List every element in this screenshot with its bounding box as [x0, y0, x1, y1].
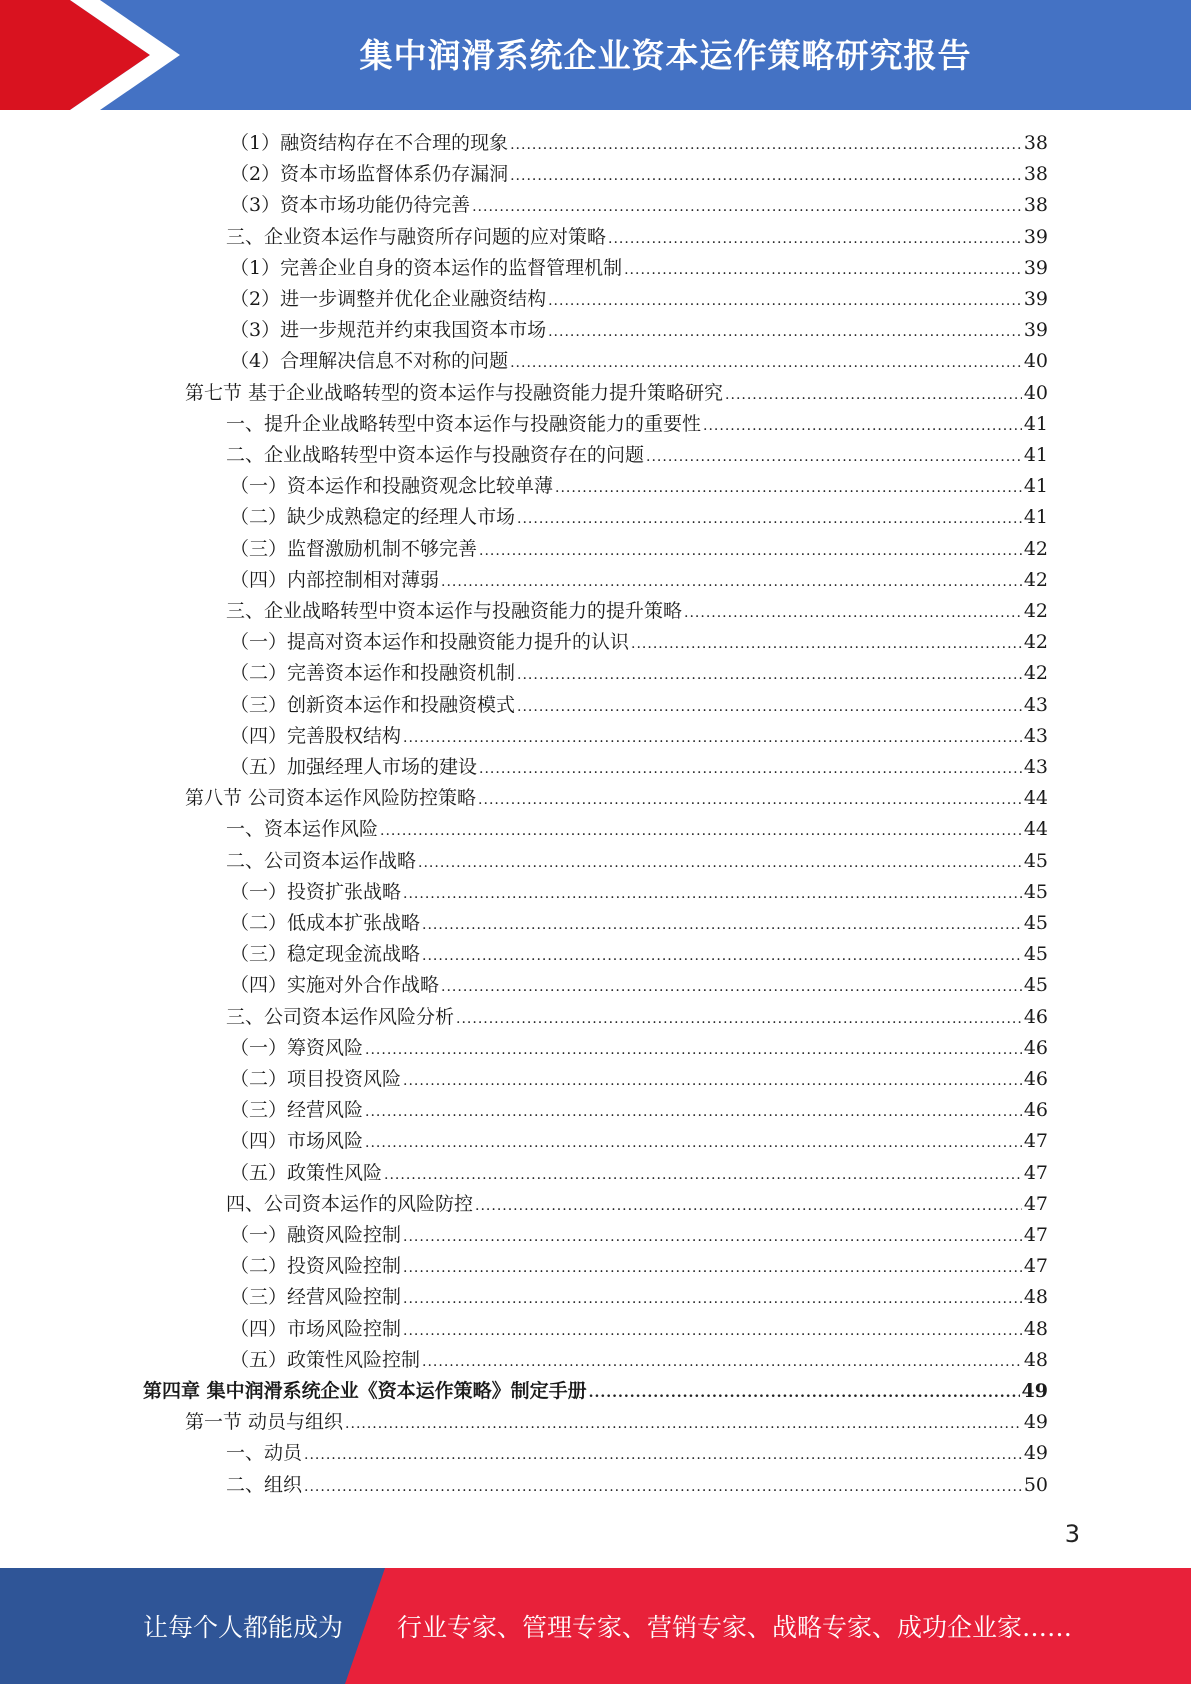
toc-dot-leader [510, 161, 1022, 192]
toc-entry-page: 43 [1023, 693, 1048, 716]
toc-entry-page: 48 [1023, 1317, 1048, 1340]
toc-entry-title: 三、企业资本运作与融资所存问题的应对策略 [226, 225, 607, 248]
toc-entry-title: 一、提升企业战略转型中资本运作与投融资能力的重要性 [226, 412, 702, 435]
toc-entry[interactable] [226, 222, 1048, 253]
toc-dot-leader [422, 910, 1022, 941]
toc-entry-page: 47 [1023, 1255, 1048, 1278]
toc-entry-page: 43 [1023, 756, 1048, 778]
toc-entry[interactable] [230, 752, 1048, 783]
toc-entry-page: 47 [1023, 1161, 1048, 1184]
toc-entry[interactable] [230, 565, 1048, 596]
page-number: 3 [1064, 1520, 1080, 1548]
toc-entry[interactable] [226, 596, 1048, 627]
toc-entry-page: 45 [1023, 912, 1048, 934]
toc-entry-page: 45 [1023, 943, 1048, 966]
toc-dot-leader [403, 879, 1022, 910]
toc-entry-title: 二、企业战略转型中资本运作与投融资存在的问题 [226, 444, 645, 466]
toc-entry[interactable] [226, 1002, 1048, 1033]
toc-entry-title: （4）合理解决信息不对称的问题 [230, 350, 509, 373]
toc-entry-page: 47 [1023, 1130, 1048, 1153]
toc-dot-leader [608, 224, 1022, 255]
toc-dot-leader [478, 785, 1022, 816]
toc-entry[interactable] [226, 846, 1048, 877]
footer-slogan-left: 让每个人都能成为 [143, 1613, 344, 1642]
toc-dot-leader [403, 1222, 1022, 1253]
toc-entry[interactable] [226, 814, 1048, 845]
toc-entry[interactable] [230, 721, 1048, 752]
toc-entry-title: 二、公司资本运作战略 [226, 849, 417, 872]
toc-entry-title: 三、公司资本运作风险分析 [226, 1005, 455, 1028]
toc-entry-page: 42 [1023, 537, 1048, 560]
toc-dot-leader [589, 1378, 1020, 1409]
toc-dot-leader [365, 1097, 1022, 1128]
toc-entry[interactable] [230, 1126, 1048, 1157]
toc-dot-leader [380, 816, 1022, 847]
toc-dot-leader [304, 1472, 1022, 1503]
toc-entry[interactable] [230, 502, 1048, 533]
toc-entry[interactable] [230, 1095, 1048, 1126]
toc-entry[interactable] [230, 1282, 1048, 1313]
document-title: 集中润滑系统企业资本运作策略研究报告 [359, 35, 972, 75]
toc-entry-title: （2）进一步调整并优化企业融资结构 [230, 288, 547, 310]
toc-entry[interactable] [230, 1033, 1048, 1064]
toc-entry-title: （一）资本运作和投融资观念比较单薄 [230, 475, 554, 498]
toc-dot-leader [510, 348, 1022, 379]
toc-entry-page: 38 [1023, 194, 1048, 217]
toc-entry[interactable] [230, 534, 1048, 565]
toc-entry[interactable] [230, 315, 1048, 346]
toc-entry[interactable] [226, 1470, 1048, 1501]
page-footer [0, 1568, 1191, 1684]
toc-dot-leader [345, 1409, 1022, 1440]
toc-entry-title: 第四章 集中润滑系统企业《资本运作策略》制定手册 [143, 1380, 587, 1402]
footer-slogan-right: 行业专家、管理专家、营销专家、战略专家、成功企业家…… [397, 1613, 1073, 1642]
toc-entry[interactable] [230, 658, 1048, 689]
toc-entry-title: （1）完善企业自身的资本运作的监督管理机制 [230, 256, 623, 279]
toc-entry-page: 44 [1023, 818, 1048, 841]
toc-entry-title: 一、动员 [226, 1442, 303, 1465]
toc-dot-leader [422, 941, 1022, 972]
toc-dot-leader [441, 567, 1022, 598]
toc-entry[interactable] [230, 190, 1048, 221]
toc-entry-page: 41 [1023, 506, 1048, 529]
toc-entry-title: 第一节 动员与组织 [185, 1411, 344, 1434]
toc-entry-page: 42 [1023, 600, 1048, 622]
toc-entry-page: 39 [1023, 288, 1048, 310]
toc-entry[interactable] [230, 1314, 1048, 1345]
toc-entry-page: 41 [1023, 412, 1048, 435]
toc-entry-page: 48 [1023, 1348, 1048, 1371]
toc-dot-leader [365, 1128, 1022, 1159]
toc-dot-leader [403, 1284, 1022, 1315]
toc-entry-title: 二、组织 [226, 1473, 303, 1496]
toc-entry-page: 49 [1023, 1442, 1048, 1465]
toc-entry-page: 46 [1023, 1099, 1048, 1122]
page-header [0, 0, 1191, 110]
toc-entry[interactable] [226, 1189, 1048, 1220]
toc-entry-title: （一）融资风险控制 [230, 1224, 402, 1246]
toc-dot-leader [403, 1066, 1022, 1097]
toc-entry[interactable] [230, 1220, 1048, 1251]
toc-dot-leader [441, 972, 1022, 1003]
toc-entry-title: （3）进一步规范并约束我国资本市场 [230, 319, 547, 342]
toc-entry-page: 42 [1023, 662, 1048, 685]
toc-dot-leader [403, 1253, 1022, 1284]
toc-entry[interactable] [230, 877, 1048, 908]
toc-dot-leader [725, 380, 1022, 411]
toc-dot-leader [703, 411, 1022, 442]
toc-entry[interactable] [226, 409, 1048, 440]
toc-entry-page: 45 [1023, 849, 1048, 872]
toc-entry-page: 49 [1021, 1380, 1048, 1402]
toc-entry-page: 46 [1023, 1036, 1048, 1059]
toc-dot-leader [304, 1440, 1022, 1471]
toc-dot-leader [403, 723, 1022, 754]
toc-entry-title: （2）资本市场监督体系仍存漏洞 [230, 163, 509, 186]
toc-entry-page: 39 [1023, 225, 1048, 248]
toc-entry-page: 40 [1023, 350, 1048, 373]
toc-entry-page: 46 [1023, 1068, 1048, 1090]
toc-entry-title: （一）提高对资本运作和投融资能力提升的认识 [230, 631, 630, 654]
toc-entry-page: 49 [1023, 1411, 1048, 1434]
toc-entry-title: （二）缺少成熟稳定的经理人市场 [230, 506, 516, 529]
toc-entry[interactable] [230, 346, 1048, 377]
toc-entry-title: （三）监督激励机制不够完善 [230, 537, 478, 560]
toc-entry-title: 一、资本运作风险 [226, 818, 379, 841]
toc-entry-title: （三）创新资本运作和投融资模式 [230, 693, 516, 716]
toc-entry[interactable] [230, 970, 1048, 1001]
toc-entry[interactable] [230, 471, 1048, 502]
toc-entry[interactable] [230, 1158, 1048, 1189]
toc-dot-leader [548, 286, 1022, 317]
toc-dot-leader [403, 1316, 1022, 1347]
toc-entry-page: 45 [1023, 974, 1048, 997]
toc-entry-title: 三、企业战略转型中资本运作与投融资能力的提升策略 [226, 600, 683, 622]
toc-dot-leader [684, 598, 1022, 629]
toc-entry-page: 38 [1023, 132, 1048, 154]
toc-entry-page: 43 [1023, 724, 1048, 747]
toc-entry-page: 45 [1023, 880, 1048, 903]
toc-dot-leader [479, 754, 1022, 785]
toc-entry[interactable] [230, 284, 1048, 315]
toc-dot-leader [475, 1191, 1022, 1222]
toc-entry-page: 42 [1023, 631, 1048, 654]
toc-dot-leader [517, 504, 1022, 535]
toc-entry-page: 38 [1023, 163, 1048, 186]
toc-entry-page: 41 [1023, 444, 1048, 466]
toc-dot-leader [510, 130, 1022, 161]
toc-entry-title: （五）加强经理人市场的建设 [230, 756, 478, 778]
toc-entry-title: （四）市场风险控制 [230, 1317, 402, 1340]
toc-entry-page: 48 [1023, 1286, 1048, 1309]
toc-dot-leader [555, 473, 1022, 504]
toc-entry[interactable] [230, 627, 1048, 658]
toc-entry-title: 第七节 基于企业战略转型的资本运作与投融资能力提升策略研究 [185, 381, 724, 404]
toc-dot-leader [517, 660, 1022, 691]
toc-entry-title: （三）经营风险 [230, 1099, 364, 1122]
toc-entry-title: （四）市场风险 [230, 1130, 364, 1153]
toc-entry[interactable] [185, 1407, 1048, 1438]
toc-entry[interactable] [185, 378, 1048, 409]
toc-entry[interactable] [230, 939, 1048, 970]
toc-dot-leader [631, 629, 1022, 660]
toc-entry-title: （1）融资结构存在不合理的现象 [230, 132, 509, 154]
toc-entry[interactable] [230, 253, 1048, 284]
toc-entry[interactable] [185, 783, 1048, 814]
toc-dot-leader [384, 1160, 1022, 1191]
toc-entry-title: （三）稳定现金流战略 [230, 943, 421, 966]
toc-entry-title: （二）低成本扩张战略 [230, 912, 421, 934]
toc-dot-leader [418, 848, 1022, 879]
toc-entry[interactable] [230, 1251, 1048, 1282]
toc-entry-title: （二）完善资本运作和投融资机制 [230, 662, 516, 685]
toc-entry-title: （三）经营风险控制 [230, 1286, 402, 1309]
toc-entry-title: 四、公司资本运作的风险防控 [226, 1192, 474, 1215]
toc-dot-leader [479, 536, 1022, 567]
toc-entry[interactable] [230, 128, 1048, 159]
toc-entry-title: （四）实施对外合作战略 [230, 974, 440, 997]
toc-entry-page: 39 [1023, 319, 1048, 342]
toc-entry[interactable] [230, 1064, 1048, 1095]
toc-entry-title: （一）筹资风险 [230, 1036, 364, 1059]
toc-entry-title: （一）投资扩张战略 [230, 880, 402, 903]
toc-entry-title: （3）资本市场功能仍待完善 [230, 194, 471, 217]
toc-entry[interactable] [226, 440, 1048, 471]
toc-dot-leader [472, 192, 1022, 223]
toc-dot-leader [646, 442, 1022, 473]
toc-entry[interactable] [226, 1438, 1048, 1469]
toc-entry-title: （五）政策性风险控制 [230, 1348, 421, 1371]
toc-entry[interactable] [143, 1376, 1048, 1407]
toc-entry[interactable] [230, 908, 1048, 939]
toc-dot-leader [365, 1035, 1022, 1066]
toc-dot-leader [456, 1004, 1022, 1035]
toc-entry-page: 47 [1023, 1224, 1048, 1246]
toc-entry-title: （四）完善股权结构 [230, 724, 402, 747]
toc-entry-title: （二）投资风险控制 [230, 1255, 402, 1278]
toc-entry[interactable] [230, 1345, 1048, 1376]
toc-entry-page: 50 [1023, 1473, 1048, 1496]
toc-entry-title: （五）政策性风险 [230, 1161, 383, 1184]
toc-dot-leader [548, 317, 1022, 348]
toc-entry-page: 39 [1023, 256, 1048, 279]
toc-entry-title: （二）项目投资风险 [230, 1068, 402, 1090]
toc-dot-leader [422, 1347, 1022, 1378]
toc-entry-page: 40 [1023, 381, 1048, 404]
toc-entry[interactable] [230, 690, 1048, 721]
toc-entry-page: 44 [1023, 787, 1048, 810]
toc-dot-leader [624, 255, 1022, 286]
toc-entry-title: 第八节 公司资本运作风险防控策略 [185, 787, 477, 810]
toc-entry-page: 47 [1023, 1192, 1048, 1215]
toc-entry-page: 42 [1023, 568, 1048, 591]
toc-dot-leader [517, 692, 1022, 723]
toc-entry-title: （四）内部控制相对薄弱 [230, 568, 440, 591]
toc-entry[interactable] [230, 159, 1048, 190]
toc-entry-page: 46 [1023, 1005, 1048, 1028]
toc-entry-page: 41 [1023, 475, 1048, 498]
